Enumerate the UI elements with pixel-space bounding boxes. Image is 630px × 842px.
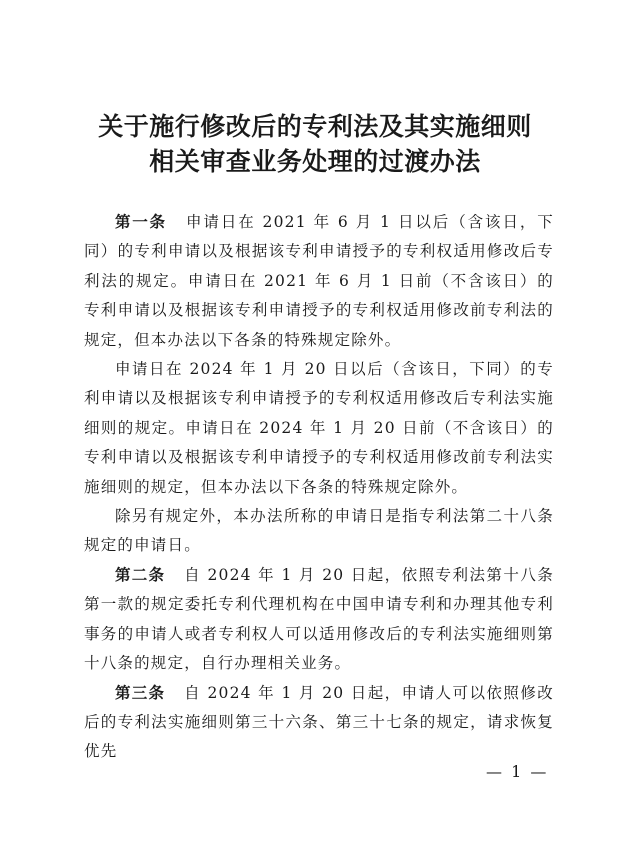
article-2-paragraph-text: 自 2024 年 1 月 20 日起，依照专利法第十八条第一款的规定委托专利代理机构在中国申请专利和办理其他专利事务的申请人或者专利权人可以适用修改后的专利法实施细则第十八条的规定，自行办理相关业务。 [84, 565, 554, 673]
article-1-paragraph-3 [84, 502, 554, 561]
article-3-heading: 第三条 [115, 683, 166, 702]
document-body [84, 208, 554, 767]
article-1-heading: 第一条 [115, 213, 167, 231]
article-3-paragraph-text: 自 2024 年 1 月 20 日起，申请人可以依照修改后的专利法实施细则第三十六条、第三十七条的规定，请求恢复优先 [84, 683, 554, 761]
article-1-paragraph-2-text: 申请日在 2024 年 1 月 20 日以后（含该日，下同）的专利申请以及根据该专利申请授予的专利权适用修改后专利法实施细则的规定。申请日在 2024 年 1 月 20 日前（不含该日）的专利申请以及根据该专利申请授予的专利权适用修改前专利法实施细则的规定，但本办法以下各条的特殊规定除外。 [84, 360, 554, 496]
article-1-paragraph-1-text: 申请日在 2021 年 6 月 1 日以后（含该日，下同）的专利申请以及根据该专利申请授予的专利权适用修改后专利法的规定。申请日在 2021 年 6 月 1 日前（不含该日）的专利申请以及根据该专利申请授予的专利权适用修改前专利法的规定，但本办法以下各条的特殊规定除外。 [84, 213, 554, 349]
article-3-paragraph [84, 679, 554, 767]
page-title-line-1: 关于施行修改后的专利法及其实施细则 [98, 112, 532, 141]
article-1-paragraph-1 [84, 208, 554, 355]
page-title-line-2: 相关审查业务处理的过渡办法 [149, 147, 481, 176]
article-1-paragraph-2 [84, 355, 554, 502]
page-number: — 1 — [486, 762, 549, 781]
article-1-paragraph-3-text: 除另有规定外，本办法所称的申请日是指专利法第二十八条规定的申请日。 [84, 507, 554, 555]
article-2-paragraph [84, 561, 554, 679]
article-2-heading: 第二条 [115, 565, 166, 584]
